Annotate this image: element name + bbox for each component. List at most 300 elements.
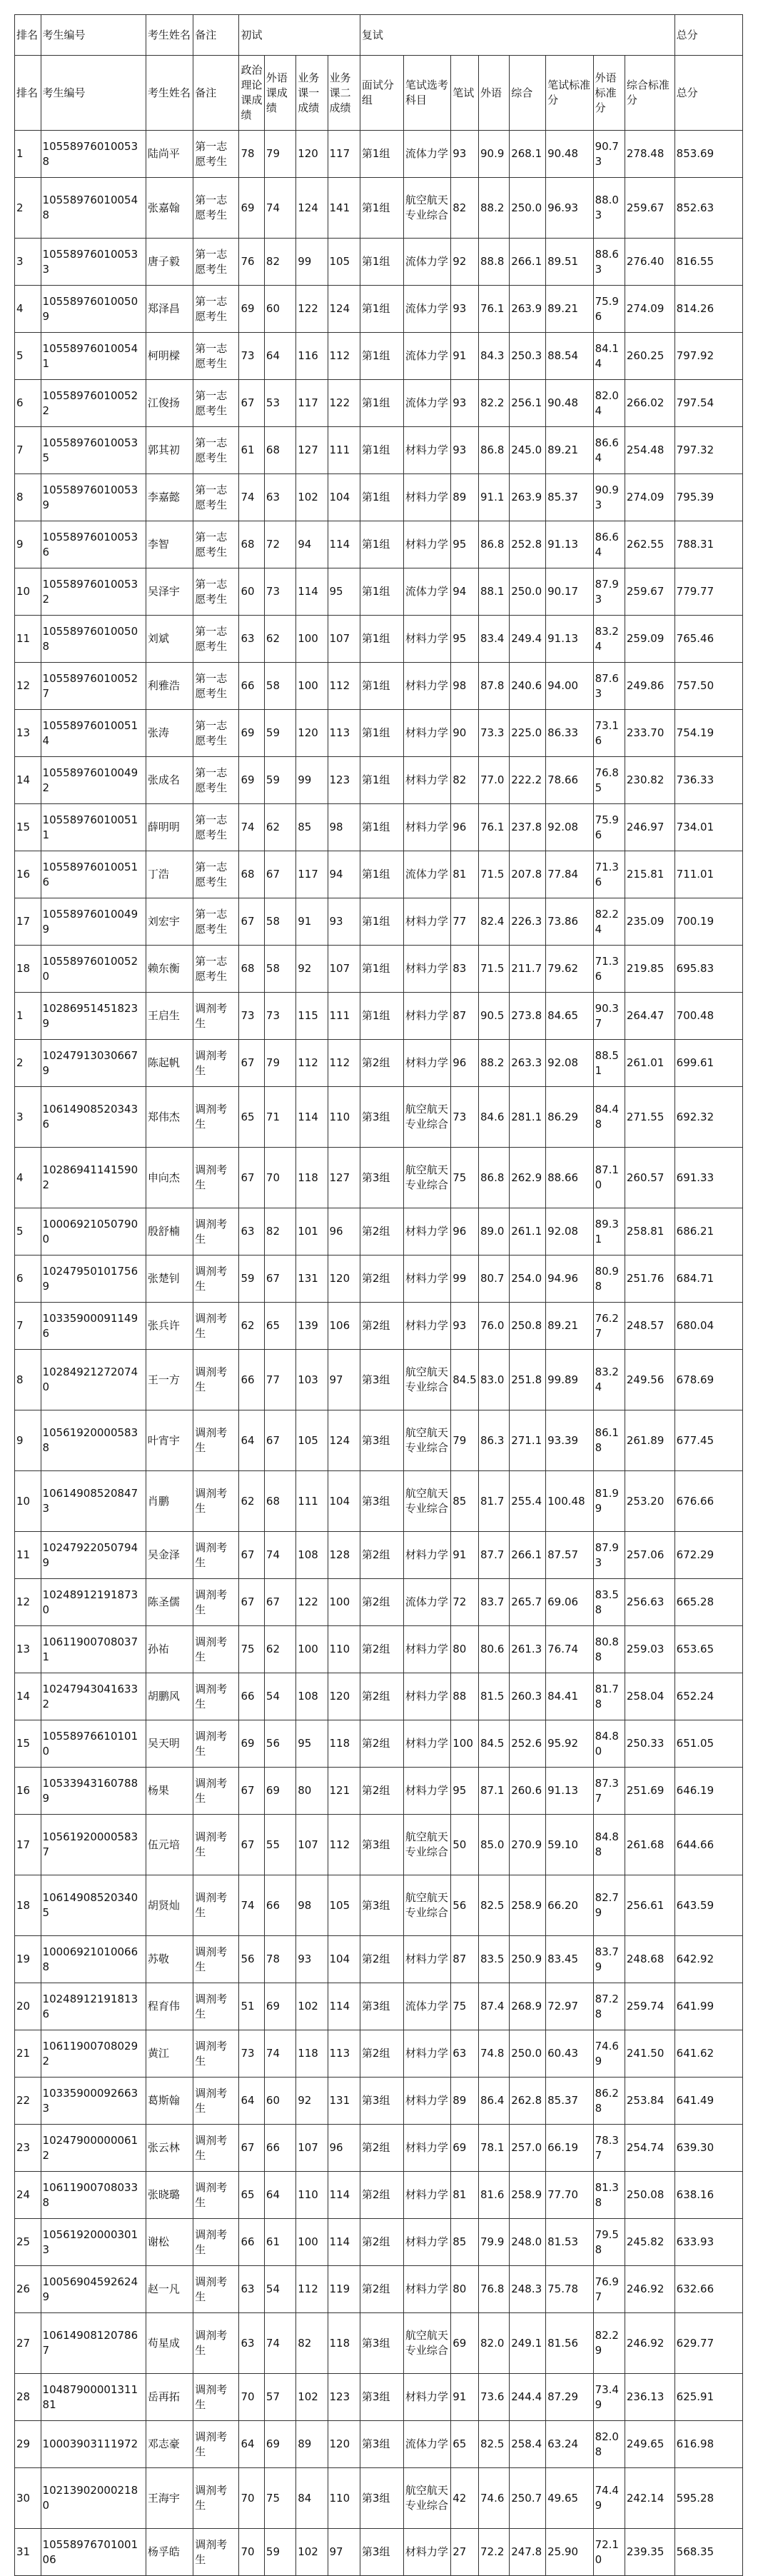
cell-id: 10558976010050 8 bbox=[41, 616, 146, 663]
cell-group: 第1组 bbox=[360, 239, 403, 286]
cell-rank: 12 bbox=[15, 1579, 41, 1626]
cell-rank: 11 bbox=[15, 1532, 41, 1579]
cell-foreign-std: 90.73 bbox=[593, 131, 625, 178]
cell-total: 699.61 bbox=[674, 1040, 742, 1087]
cell-course1: 131 bbox=[296, 1256, 328, 1303]
cell-note: 第一志愿考生 bbox=[193, 521, 239, 568]
cell-composite: 207.8 bbox=[510, 851, 546, 898]
cell-written-std: 89.21 bbox=[546, 286, 593, 333]
cell-composite-std: 246.92 bbox=[625, 2266, 674, 2313]
cell-id: 10003903111972 bbox=[41, 2421, 146, 2468]
cell-foreign: 77 bbox=[264, 1350, 295, 1410]
cell-group: 第1组 bbox=[360, 333, 403, 380]
cell-note: 调剂考生 bbox=[193, 1087, 239, 1148]
table-row bbox=[15, 1410, 743, 1471]
cell-foreign: 54 bbox=[264, 1673, 295, 1720]
cell-note: 第一志愿考生 bbox=[193, 568, 239, 616]
cell-group: 第2组 bbox=[360, 2219, 403, 2266]
cell-rank: 23 bbox=[15, 2125, 41, 2172]
cell-foreign-std: 84.14 bbox=[593, 333, 625, 380]
cell-politics: 67 bbox=[239, 380, 264, 427]
cell-composite: 250.3 bbox=[510, 333, 546, 380]
cell-subject: 航空航天专业综合 bbox=[403, 1350, 450, 1410]
cell-id: 10558976010053 2 bbox=[41, 568, 146, 616]
cell-composite-std: 259.09 bbox=[625, 616, 674, 663]
cell-id: 10286951451823 9 bbox=[41, 993, 146, 1040]
cell-foreign-retest: 80.6 bbox=[479, 1626, 510, 1673]
cell-course2: 113 bbox=[328, 710, 360, 757]
cell-subject: 材料力学 bbox=[403, 1040, 450, 1087]
cell-composite-std: 250.08 bbox=[625, 2172, 674, 2219]
subheader-course1: 业务课一成绩 bbox=[296, 56, 328, 131]
cell-name: 刘宏宇 bbox=[146, 898, 193, 946]
cell-foreign-retest: 82.5 bbox=[479, 1875, 510, 1936]
cell-foreign-retest: 84.3 bbox=[479, 333, 510, 380]
cell-written: 93 bbox=[451, 286, 479, 333]
table-row bbox=[15, 1087, 743, 1148]
cell-total: 765.46 bbox=[674, 616, 742, 663]
table-row bbox=[15, 616, 743, 663]
cell-rank: 5 bbox=[15, 1208, 41, 1256]
cell-written-std: 77.84 bbox=[546, 851, 593, 898]
cell-composite-std: 250.33 bbox=[625, 1720, 674, 1768]
cell-total: 625.91 bbox=[674, 2374, 742, 2421]
cell-total: 816.55 bbox=[674, 239, 742, 286]
cell-total: 757.50 bbox=[674, 663, 742, 710]
cell-subject: 材料力学 bbox=[403, 1256, 450, 1303]
cell-group: 第2组 bbox=[360, 2030, 403, 2078]
table-row bbox=[15, 1768, 743, 1815]
cell-politics: 63 bbox=[239, 2266, 264, 2313]
cell-course2: 93 bbox=[328, 898, 360, 946]
cell-group: 第2组 bbox=[360, 1720, 403, 1768]
cell-rank: 20 bbox=[15, 1983, 41, 2030]
cell-id: 10611900708037 1 bbox=[41, 1626, 146, 1673]
cell-course1: 93 bbox=[296, 1936, 328, 1983]
cell-politics: 67 bbox=[239, 1148, 264, 1208]
cell-subject: 材料力学 bbox=[403, 2266, 450, 2313]
cell-politics: 66 bbox=[239, 2219, 264, 2266]
cell-id: 10558976010050 9 bbox=[41, 286, 146, 333]
cell-course2: 122 bbox=[328, 380, 360, 427]
cell-course2: 120 bbox=[328, 1673, 360, 1720]
cell-name: 殷舒楠 bbox=[146, 1208, 193, 1256]
table-row bbox=[15, 2468, 743, 2529]
cell-name: 邓志豪 bbox=[146, 2421, 193, 2468]
cell-composite: 222.2 bbox=[510, 757, 546, 804]
cell-composite-std: 254.48 bbox=[625, 427, 674, 474]
score-table-container bbox=[14, 14, 743, 2576]
header-id: 考生编号 bbox=[41, 15, 146, 56]
cell-composite: 225.0 bbox=[510, 710, 546, 757]
cell-foreign-retest: 80.7 bbox=[479, 1256, 510, 1303]
cell-written-std: 69.06 bbox=[546, 1579, 593, 1626]
cell-id: 10558976010051 1 bbox=[41, 804, 146, 851]
cell-composite: 273.8 bbox=[510, 993, 546, 1040]
cell-written: 93 bbox=[451, 380, 479, 427]
cell-group: 第1组 bbox=[360, 474, 403, 521]
cell-name: 葛斯翰 bbox=[146, 2078, 193, 2125]
cell-written: 87 bbox=[451, 993, 479, 1040]
cell-foreign-retest: 72.2 bbox=[479, 2529, 510, 2576]
cell-foreign: 74 bbox=[264, 2030, 295, 2078]
cell-written: 94 bbox=[451, 568, 479, 616]
cell-composite: 258.9 bbox=[510, 2172, 546, 2219]
cell-foreign: 71 bbox=[264, 1087, 295, 1148]
cell-written-std: 91.13 bbox=[546, 1768, 593, 1815]
cell-composite-std: 257.06 bbox=[625, 1532, 674, 1579]
cell-subject: 材料力学 bbox=[403, 663, 450, 710]
cell-course2: 118 bbox=[328, 1720, 360, 1768]
cell-id: 10558976010053 9 bbox=[41, 474, 146, 521]
cell-group: 第3组 bbox=[360, 2529, 403, 2576]
cell-foreign-retest: 82.0 bbox=[479, 2313, 510, 2374]
cell-foreign-std: 72.10 bbox=[593, 2529, 625, 2576]
cell-foreign-std: 74.69 bbox=[593, 2030, 625, 2078]
cell-politics: 63 bbox=[239, 1208, 264, 1256]
cell-foreign-retest: 86.8 bbox=[479, 521, 510, 568]
cell-group: 第3组 bbox=[360, 1350, 403, 1410]
cell-subject: 材料力学 bbox=[403, 474, 450, 521]
header-row-top bbox=[15, 15, 743, 56]
cell-foreign-retest: 77.0 bbox=[479, 757, 510, 804]
cell-politics: 56 bbox=[239, 1936, 264, 1983]
cell-course1: 102 bbox=[296, 474, 328, 521]
cell-composite-std: 276.40 bbox=[625, 239, 674, 286]
cell-note: 调剂考生 bbox=[193, 1471, 239, 1532]
cell-course1: 112 bbox=[296, 1040, 328, 1087]
cell-id: 10213902000218 0 bbox=[41, 2468, 146, 2529]
cell-course2: 114 bbox=[328, 1983, 360, 2030]
cell-rank: 19 bbox=[15, 1936, 41, 1983]
cell-course2: 124 bbox=[328, 1410, 360, 1471]
cell-total: 678.69 bbox=[674, 1350, 742, 1410]
cell-subject: 流体力学 bbox=[403, 1983, 450, 2030]
cell-written-std: 77.70 bbox=[546, 2172, 593, 2219]
cell-foreign: 55 bbox=[264, 1815, 295, 1875]
cell-politics: 76 bbox=[239, 239, 264, 286]
cell-foreign: 58 bbox=[264, 946, 295, 993]
cell-total: 736.33 bbox=[674, 757, 742, 804]
cell-politics: 68 bbox=[239, 946, 264, 993]
cell-course1: 108 bbox=[296, 1673, 328, 1720]
cell-course2: 123 bbox=[328, 2374, 360, 2421]
cell-foreign-retest: 78.1 bbox=[479, 2125, 510, 2172]
cell-rank: 12 bbox=[15, 663, 41, 710]
cell-foreign-std: 88.03 bbox=[593, 178, 625, 239]
cell-group: 第1组 bbox=[360, 946, 403, 993]
cell-rank: 18 bbox=[15, 1875, 41, 1936]
cell-group: 第1组 bbox=[360, 178, 403, 239]
cell-total: 641.49 bbox=[674, 2078, 742, 2125]
cell-total: 629.77 bbox=[674, 2313, 742, 2374]
cell-name: 苟星成 bbox=[146, 2313, 193, 2374]
cell-composite: 261.1 bbox=[510, 1208, 546, 1256]
table-row bbox=[15, 474, 743, 521]
cell-total: 652.24 bbox=[674, 1673, 742, 1720]
cell-total: 644.66 bbox=[674, 1815, 742, 1875]
cell-name: 吴泽宇 bbox=[146, 568, 193, 616]
cell-composite-std: 241.50 bbox=[625, 2030, 674, 2078]
cell-foreign-std: 80.88 bbox=[593, 1626, 625, 1673]
cell-composite: 281.1 bbox=[510, 1087, 546, 1148]
cell-name: 杨果 bbox=[146, 1768, 193, 1815]
cell-written-std: 90.48 bbox=[546, 131, 593, 178]
cell-note: 调剂考生 bbox=[193, 1410, 239, 1471]
cell-foreign: 56 bbox=[264, 1720, 295, 1768]
cell-foreign-retest: 76.0 bbox=[479, 1303, 510, 1350]
header-row-sub bbox=[15, 56, 743, 131]
header-retest: 复试 bbox=[360, 15, 674, 56]
cell-group: 第1组 bbox=[360, 710, 403, 757]
cell-subject: 材料力学 bbox=[403, 710, 450, 757]
cell-name: 唐子毅 bbox=[146, 239, 193, 286]
cell-foreign-retest: 86.8 bbox=[479, 427, 510, 474]
cell-written-std: 93.39 bbox=[546, 1410, 593, 1471]
cell-composite: 240.6 bbox=[510, 663, 546, 710]
cell-note: 调剂考生 bbox=[193, 1040, 239, 1087]
cell-group: 第3组 bbox=[360, 2374, 403, 2421]
cell-note: 调剂考生 bbox=[193, 1303, 239, 1350]
cell-politics: 64 bbox=[239, 1410, 264, 1471]
cell-course1: 117 bbox=[296, 851, 328, 898]
header-total: 总分 bbox=[674, 15, 742, 56]
cell-id: 10558976010054 8 bbox=[41, 178, 146, 239]
cell-course1: 102 bbox=[296, 2374, 328, 2421]
cell-written-std: 89.21 bbox=[546, 427, 593, 474]
cell-note: 调剂考生 bbox=[193, 1936, 239, 1983]
cell-rank: 21 bbox=[15, 2030, 41, 2078]
cell-id: 10614908120786 7 bbox=[41, 2313, 146, 2374]
cell-course2: 107 bbox=[328, 946, 360, 993]
cell-written: 50 bbox=[451, 1815, 479, 1875]
cell-written-std: 66.20 bbox=[546, 1875, 593, 1936]
cell-id: 10247950101756 9 bbox=[41, 1256, 146, 1303]
cell-group: 第1组 bbox=[360, 804, 403, 851]
cell-group: 第2组 bbox=[360, 1673, 403, 1720]
cell-note: 调剂考生 bbox=[193, 2468, 239, 2529]
table-row bbox=[15, 993, 743, 1040]
cell-foreign: 58 bbox=[264, 898, 295, 946]
cell-politics: 69 bbox=[239, 178, 264, 239]
cell-group: 第1组 bbox=[360, 616, 403, 663]
cell-total: 672.29 bbox=[674, 1532, 742, 1579]
cell-written-std: 85.37 bbox=[546, 474, 593, 521]
cell-composite: 262.8 bbox=[510, 2078, 546, 2125]
cell-rank: 8 bbox=[15, 1350, 41, 1410]
cell-foreign-retest: 71.5 bbox=[479, 851, 510, 898]
cell-subject: 流体力学 bbox=[403, 131, 450, 178]
cell-foreign: 63 bbox=[264, 474, 295, 521]
table-row bbox=[15, 1626, 743, 1673]
cell-note: 第一志愿考生 bbox=[193, 178, 239, 239]
cell-course2: 97 bbox=[328, 1350, 360, 1410]
cell-foreign-std: 74.49 bbox=[593, 2468, 625, 2529]
cell-name: 张云林 bbox=[146, 2125, 193, 2172]
cell-group: 第3组 bbox=[360, 1148, 403, 1208]
cell-foreign-std: 86.18 bbox=[593, 1410, 625, 1471]
cell-foreign-retest: 86.8 bbox=[479, 1148, 510, 1208]
cell-composite-std: 230.82 bbox=[625, 757, 674, 804]
cell-group: 第1组 bbox=[360, 993, 403, 1040]
cell-foreign: 68 bbox=[264, 1471, 295, 1532]
cell-course2: 97 bbox=[328, 2529, 360, 2576]
cell-group: 第3组 bbox=[360, 2078, 403, 2125]
subheader-foreign-std: 外语标准分 bbox=[593, 56, 625, 131]
cell-composite-std: 249.56 bbox=[625, 1350, 674, 1410]
cell-composite-std: 233.70 bbox=[625, 710, 674, 757]
cell-written-std: 86.29 bbox=[546, 1087, 593, 1148]
cell-total: 852.63 bbox=[674, 178, 742, 239]
cell-course2: 105 bbox=[328, 1875, 360, 1936]
cell-group: 第3组 bbox=[360, 1410, 403, 1471]
cell-foreign: 57 bbox=[264, 2374, 295, 2421]
table-body bbox=[15, 131, 743, 2576]
cell-rank: 27 bbox=[15, 2313, 41, 2374]
cell-name: 李嘉懿 bbox=[146, 474, 193, 521]
cell-foreign-retest: 88.2 bbox=[479, 178, 510, 239]
cell-rank: 25 bbox=[15, 2219, 41, 2266]
cell-course1: 82 bbox=[296, 2313, 328, 2374]
cell-foreign-std: 80.98 bbox=[593, 1256, 625, 1303]
cell-subject: 航空航天专业综合 bbox=[403, 1148, 450, 1208]
cell-total: 641.99 bbox=[674, 1983, 742, 2030]
cell-foreign-std: 83.58 bbox=[593, 1579, 625, 1626]
cell-total: 677.45 bbox=[674, 1410, 742, 1471]
cell-foreign-retest: 81.6 bbox=[479, 2172, 510, 2219]
cell-subject: 材料力学 bbox=[403, 1720, 450, 1768]
cell-id: 10558976010053 8 bbox=[41, 131, 146, 178]
cell-note: 调剂考生 bbox=[193, 2219, 239, 2266]
cell-total: 568.35 bbox=[674, 2529, 742, 2576]
cell-foreign-retest: 91.1 bbox=[479, 474, 510, 521]
cell-written: 87 bbox=[451, 1936, 479, 1983]
cell-foreign-std: 90.93 bbox=[593, 474, 625, 521]
cell-course2: 128 bbox=[328, 1532, 360, 1579]
cell-politics: 65 bbox=[239, 2172, 264, 2219]
cell-course2: 95 bbox=[328, 568, 360, 616]
cell-id: 10558976010051 4 bbox=[41, 710, 146, 757]
cell-group: 第3组 bbox=[360, 1875, 403, 1936]
cell-id: 10558976010052 7 bbox=[41, 663, 146, 710]
cell-composite: 250.0 bbox=[510, 568, 546, 616]
cell-foreign: 82 bbox=[264, 239, 295, 286]
cell-id: 10558976010053 6 bbox=[41, 521, 146, 568]
cell-politics: 75 bbox=[239, 1626, 264, 1673]
cell-name: 伍元培 bbox=[146, 1815, 193, 1875]
cell-course2: 111 bbox=[328, 427, 360, 474]
cell-note: 调剂考生 bbox=[193, 1875, 239, 1936]
cell-foreign: 61 bbox=[264, 2219, 295, 2266]
table-row bbox=[15, 2374, 743, 2421]
cell-foreign-retest: 86.3 bbox=[479, 1410, 510, 1471]
cell-written: 84.5 bbox=[451, 1350, 479, 1410]
cell-name: 刘斌 bbox=[146, 616, 193, 663]
cell-rank: 16 bbox=[15, 851, 41, 898]
subheader-politics: 政治理论课成绩 bbox=[239, 56, 264, 131]
cell-name: 郑伟杰 bbox=[146, 1087, 193, 1148]
cell-foreign-retest: 83.7 bbox=[479, 1579, 510, 1626]
cell-foreign: 74 bbox=[264, 1532, 295, 1579]
cell-rank: 10 bbox=[15, 568, 41, 616]
cell-subject: 材料力学 bbox=[403, 1208, 450, 1256]
cell-course1: 112 bbox=[296, 2266, 328, 2313]
cell-politics: 67 bbox=[239, 1768, 264, 1815]
cell-composite: 254.0 bbox=[510, 1256, 546, 1303]
cell-foreign-std: 79.58 bbox=[593, 2219, 625, 2266]
cell-composite: 260.6 bbox=[510, 1768, 546, 1815]
cell-foreign-std: 83.79 bbox=[593, 1936, 625, 1983]
cell-group: 第2组 bbox=[360, 1208, 403, 1256]
table-row bbox=[15, 178, 743, 239]
cell-course2: 131 bbox=[328, 2078, 360, 2125]
cell-written-std: 63.24 bbox=[546, 2421, 593, 2468]
cell-politics: 67 bbox=[239, 898, 264, 946]
cell-written-std: 84.65 bbox=[546, 993, 593, 1040]
cell-course2: 104 bbox=[328, 1471, 360, 1532]
cell-foreign: 67 bbox=[264, 1256, 295, 1303]
cell-rank: 18 bbox=[15, 946, 41, 993]
cell-written-std: 81.56 bbox=[546, 2313, 593, 2374]
cell-foreign-std: 82.29 bbox=[593, 2313, 625, 2374]
cell-total: 595.28 bbox=[674, 2468, 742, 2529]
cell-rank: 8 bbox=[15, 474, 41, 521]
cell-foreign: 67 bbox=[264, 1410, 295, 1471]
cell-rank: 24 bbox=[15, 2172, 41, 2219]
cell-foreign-std: 83.24 bbox=[593, 1350, 625, 1410]
cell-id: 10614908520847 3 bbox=[41, 1471, 146, 1532]
cell-foreign-retest: 87.7 bbox=[479, 1532, 510, 1579]
cell-politics: 70 bbox=[239, 2468, 264, 2529]
cell-group: 第2组 bbox=[360, 2125, 403, 2172]
cell-course1: 120 bbox=[296, 710, 328, 757]
cell-name: 利雅浩 bbox=[146, 663, 193, 710]
table-row bbox=[15, 663, 743, 710]
cell-politics: 66 bbox=[239, 663, 264, 710]
cell-politics: 73 bbox=[239, 333, 264, 380]
cell-course1: 85 bbox=[296, 804, 328, 851]
cell-subject: 材料力学 bbox=[403, 2172, 450, 2219]
cell-course2: 112 bbox=[328, 663, 360, 710]
cell-foreign-std: 76.97 bbox=[593, 2266, 625, 2313]
cell-name: 张涛 bbox=[146, 710, 193, 757]
cell-group: 第3组 bbox=[360, 1471, 403, 1532]
cell-foreign: 69 bbox=[264, 2421, 295, 2468]
cell-foreign: 75 bbox=[264, 2468, 295, 2529]
table-row bbox=[15, 2313, 743, 2374]
cell-note: 调剂考生 bbox=[193, 1579, 239, 1626]
cell-subject: 流体力学 bbox=[403, 851, 450, 898]
cell-written-std: 25.90 bbox=[546, 2529, 593, 2576]
cell-written-std: 88.66 bbox=[546, 1148, 593, 1208]
cell-foreign-std: 87.28 bbox=[593, 1983, 625, 2030]
cell-written: 80 bbox=[451, 1626, 479, 1673]
cell-group: 第2组 bbox=[360, 2266, 403, 2313]
cell-subject: 材料力学 bbox=[403, 757, 450, 804]
cell-politics: 69 bbox=[239, 710, 264, 757]
cell-politics: 66 bbox=[239, 1350, 264, 1410]
cell-composite: 244.4 bbox=[510, 2374, 546, 2421]
cell-written-std: 100.48 bbox=[546, 1471, 593, 1532]
cell-foreign: 62 bbox=[264, 616, 295, 663]
cell-rank: 2 bbox=[15, 178, 41, 239]
cell-rank: 30 bbox=[15, 2468, 41, 2529]
cell-foreign-std: 71.36 bbox=[593, 946, 625, 993]
cell-name: 黄江 bbox=[146, 2030, 193, 2078]
cell-rank: 5 bbox=[15, 333, 41, 380]
cell-course2: 127 bbox=[328, 1148, 360, 1208]
cell-course1: 92 bbox=[296, 2078, 328, 2125]
